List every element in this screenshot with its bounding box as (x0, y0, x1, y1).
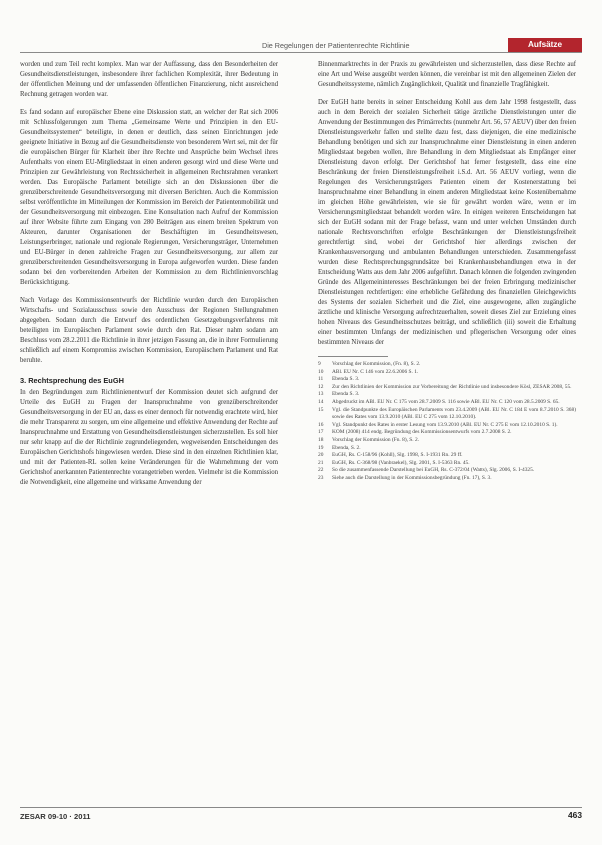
running-head: Die Regelungen der Patientenrechte Richtlinie (262, 41, 410, 50)
footnote-number: 17 (318, 429, 324, 436)
footnote (318, 369, 576, 377)
footnote (318, 407, 576, 422)
footnote-number: 10 (318, 368, 324, 375)
footnote-text: Abgedruckt im ABl. EU Nr. C 175 vom 28.7.2009 S. 116 sowie ABl. EU Nr. C 120 vom 28.5.2009 S. 65. (332, 398, 560, 405)
footnote (318, 391, 576, 399)
section-heading: 3. Rechtsprechung des EuGH (20, 376, 124, 385)
section-tab: Aufsätze (508, 38, 582, 52)
footnote (318, 452, 576, 460)
footnote (318, 384, 576, 392)
footnote-number: 21 (318, 459, 324, 466)
footnote-rule (318, 356, 388, 357)
footnote-text: EuGH, Rs. C-158/96 (Kohll), Slg. 1998, S. I-1931 Rn. 29 ff. (332, 452, 463, 459)
paragraph: worden und zum Teil recht komplex. Man war der Auffassung, dass den Besonderheiten der Gesundheitsdienstleistungen, insbesondere ihrer fachlichen Komplexität, ihrer Bedeutung in der öffentlichen Meinung und der umfassenden öffentlichen Finanzierung, nicht ausreichend Rechnung getragen worden war. (20, 61, 278, 98)
left-column (20, 60, 278, 496)
journal-name: ZESAR 09-10 · 2011 (20, 812, 91, 821)
footnote (318, 376, 576, 384)
footer-rule (20, 807, 582, 808)
footnote-number: 22 (318, 467, 324, 474)
footnote (318, 475, 576, 483)
page-number: 463 (568, 810, 582, 820)
footnote-number: 20 (318, 452, 324, 459)
footnote-text: Vorschlag der Kommission (Fn. 8), S. 2. (332, 436, 420, 443)
footnote-number: 19 (318, 444, 324, 451)
footnote-text: Vgl. Standpunkt des Rates in erster Lesung vom 13.9.2010 (ABl. EU Nr. C 275 E vom 12.10.2010 S. 1). (332, 421, 558, 428)
footnote-text: KOM (2008) 414 endg. Begründung des Kommissionsentwurfs vom 2.7.2008 S. 2. (332, 429, 512, 436)
header-rule (20, 52, 582, 53)
paragraph: In den Begründungen zum Richtlinienentwurf der Kommission deutet sich aufgrund der Urteile des EuGH zu Fragen der Inanspruchnahme von grenzüberschreitender Gesundheitsversorgung in der EU an, dass es einer dennoch für notwendig erachtete wird, hier die mehr Transparenz zu sorgen, um eine allgemeine und effektive Anwendung der Rechte auf Inanspruchnahme und Erstattung von Gesundheitsdienstleistungen sicherzustellen. Es soll hier nur sehr knapp auf die der Richtlinie zugrundeliegenden, wegweisenden Entscheidungen des Europäischen Gerichtshofs hingewiesen werden. Diese sind in den einzelnen Richtlinien klar, und mit der Patienten-RL sollen keine Veränderungen für die Wahrnehmung der vom Gerichtshof anerkannten Patientenrechte vorangetrieben werden. Vielmehr ist die Kommission die Notwendigkeit, eine allgemeine und wirksame Anwendung der (20, 389, 278, 486)
paragraph: Es fand sodann auf europäischer Ebene eine Diskussion statt, an welcher der Rat sich 2006 mit Schlussfolgerungen zum Thema „Gemeinsame Werte und Prinzipien in den EU-Gesundheitssystemen“ beteiligte, in denen er deutlich, dass seinen Einrichtungen jede geeignete Initiative in Bezug auf die Gesundheitsdienste von besonderem Wert sei, mit der für die europäischen Bürger für Klarheit über ihre Rechte und Ansprüche beim Wechsel ihres Aufenthalts von einem EU-Mitgliedstaat in einen anderen gesorgt wird und diese Werte und Prinzipien zur Gewährleistung von Rechtssicherheit in allgemeinen Rechtsrahmen verankert werden. Das Europäische Parlament beteiligte sich an den Diskussionen über die grenzüberschreitende Gesundheitsversorgung mit diversen Berichten. Auch die Kommission selbst veröffentlichte im Mitteilungen der Kommission im Bereich der Patientenmobilität und der Gesundheitsversorgung mit einbezogen. Eine Konsultation nach Aufruf der Kommission auf ihrer Website führte zum Eingang von 280 Beiträgen aus einem breiten Spektrum von Akteuren, darunter Organisationen der Beschäftigten im Gesundheitswesen, Leistungserbringer, nationale und regionale Regierungen, Versicherungsträger, Unternehmen und EU-Bürger in denen zahlreiche Fragen zur Gesundheitsversorgung, zur allem zur grenzüberschreitenden Gesundheitsversorgung in Europa aufgeworfen wurden. Diese fanden sodann bei den vorbereitenden Arbeiten der Kommission zu dem Richtlinienvorschlag Berücksichtigung. (20, 109, 278, 286)
footnote (318, 445, 576, 453)
footnote (318, 399, 576, 407)
footnote-text: Vgl. die Standpunkte des Europäischen Parlaments vom 23.4.2009 (ABl. EU Nr. C 184 E vom 8.7.2010 S. 368) sowie des Rates vom 13.9.2010 (ABl. EU C 275 vom 12.10.2010). (332, 406, 576, 421)
footnote (318, 467, 576, 475)
paragraph: Der EuGH hatte bereits in seiner Entscheidung Kohll aus dem Jahr 1998 festgestellt, dass auch in dem Bereich der sozialen Sicherheit tätige ärztliche Dienstleistungen unter die Anwendung der Bestimmungen des Primärrechts (nunmehr Art. 56, 57 AEUV) über den freien Dienstleistungsverkehr fallen und stellte dazu fest, dass diejenigen, die eine medizinische Behandlung benötigen und sich zur Inanspruchnahme einer Dienstleistung in einen anderen Mitgliedstaat begeben wollen, ihre Behandlung in dem Mitgliedstaat als Empfänger einer Dienstleistung davon erfolgt. Der Gerichtshof hat ferner festgestellt, dass eine eine Beschränkung der freien Dienstleistungsfreiheit i.S.d. Art. 56 AEUV vorliegt, wenn die Regelungen des Versicherungsträgers Patienten einem der Kostenerstattung bei Inanspruchnahme einer Behandlung in einem anderen Mitgliedstaat keine Kostenübernahme im gleichen Höhe gewährleisten, wie sie für gewährt worden wäre, wenn er im Versicherungsmitgliedstaat behandelt worden wäre. In einigen weiteren Entscheidungen hat sich der EuGH sodann mit der Frage befasst, wann und unter welchen Umständen durch nationale Rechtsvorschriften erfolgte Beschränkungen der Dienstleistungsfreiheit gerechtfertigt sind, wobei der Gerichtshof hier allerdings zwischen der Krankenhausversorgung und ambulanten Behandlungen unterschieden. Zusammengefasst wurden diese Rechtsprechungsgrundsätze bei Krankenhausbehandlungen etwa in der Entscheidung Watts aus dem Jahr 2006 aufgeführt. Danach können die folgenden zwingenden Gründe des Allgemeininteresses Beschränkungen bei der freien Erbringung medizinischer Dienstleistungen rechtfertigen: eine erhebliche Gefährdung des finanziellen Gleichgewichts des Systems der sozialen Sicherheit und die Ziel, eine ausgewogene, allen zugängliche ärztliche und klinische Versorgung aufrechtzuerhalten, soweit dieses Ziel zur Erzielung eines hohen Niveaus des Gesundheitsschutzes beiträgt, und schließlich (iii) soweit die Erhaltung einer bestimmten Umfangs der medizinischen und pflegerischen Versorgung oder eines bestimmten Niveaus der (318, 99, 576, 346)
footnote-text: EuGH, Rs. C-368/98 (Vanbraekel), Slg. 2001, S. I-5363 Rn. 45. (332, 459, 470, 466)
footnote-text: ABl. EU Nr. C 146 vom 22.6.2006 S. 1. (332, 368, 419, 375)
footnote-number: 13 (318, 391, 324, 398)
footnote-number: 11 (318, 376, 324, 383)
paragraph: Nach Vorlage des Kommissionsentwurfs der Richtlinie wurden durch den Europäischen Wirtschafts- und Sozialausschuss sowie den Ausschuss der Regionen Stellungnahmen abgegeben. Sodann durch die Entwurf des ordentlichen Gesetzgebungsverfahrens mit beteiligten im Europäischen Parlament sowie durch den Rat. Dieser nahm sodann am Beschluss vom 28.2.2011 die Richtlinie in ihrer jetzigen Fassung an, die in ihrer Formulierung schließlich auf einem Kompromiss zwischen Kommission, Europäischem Parlament und Rat beruhte. (20, 297, 278, 364)
right-column (318, 60, 576, 483)
footnote-text: Ebenda S. 3. (332, 391, 360, 398)
footnote-number: 18 (318, 436, 324, 443)
footnote-text: Siehe auch die Darstellung in der Kommissionsbegründung (Fn. 17), S. 3. (332, 474, 492, 481)
footnote-text: Vorschlag der Kommission, (Fn. 8), S. 2. (332, 361, 421, 367)
footnote-text: Zur den Richtlinien der Kommission zur Vorbereitung der Richtlinie und insbesondere Kösl, ZESAR 2008, 55. (332, 383, 572, 390)
footnote-number: 16 (318, 421, 324, 428)
footnotes (318, 361, 576, 483)
footnote-number: 9 (318, 361, 321, 367)
footnote-text: Ebenda S. 3. (332, 376, 360, 383)
footnote-number: 23 (318, 474, 324, 481)
paragraph: Binnenmarktrechts in der Praxis zu gewährleisten und sicherzustellen, dass diese Rechte auf eine Art und Weise ausgeübt werden können, die vereinbar ist mit den allgemeinen Zielen der Gesundheitssysteme, nämlich Zugänglichkeit, Qualität und finanzielle Tragfähigkeit. (318, 61, 576, 88)
footnote-number: 14 (318, 398, 324, 405)
footnote (318, 429, 576, 437)
footnote-number: 12 (318, 383, 324, 390)
footnote-text: So die zusammenfassende Darstellung bei EuGH, Rs. C-372/04 (Watts), Slg. 2006, S. I-4325. (332, 467, 535, 474)
footnote-text: Ebenda, S. 2. (332, 444, 361, 451)
footnote (318, 361, 576, 369)
footnote (318, 437, 576, 445)
footnote-number: 15 (318, 406, 324, 413)
